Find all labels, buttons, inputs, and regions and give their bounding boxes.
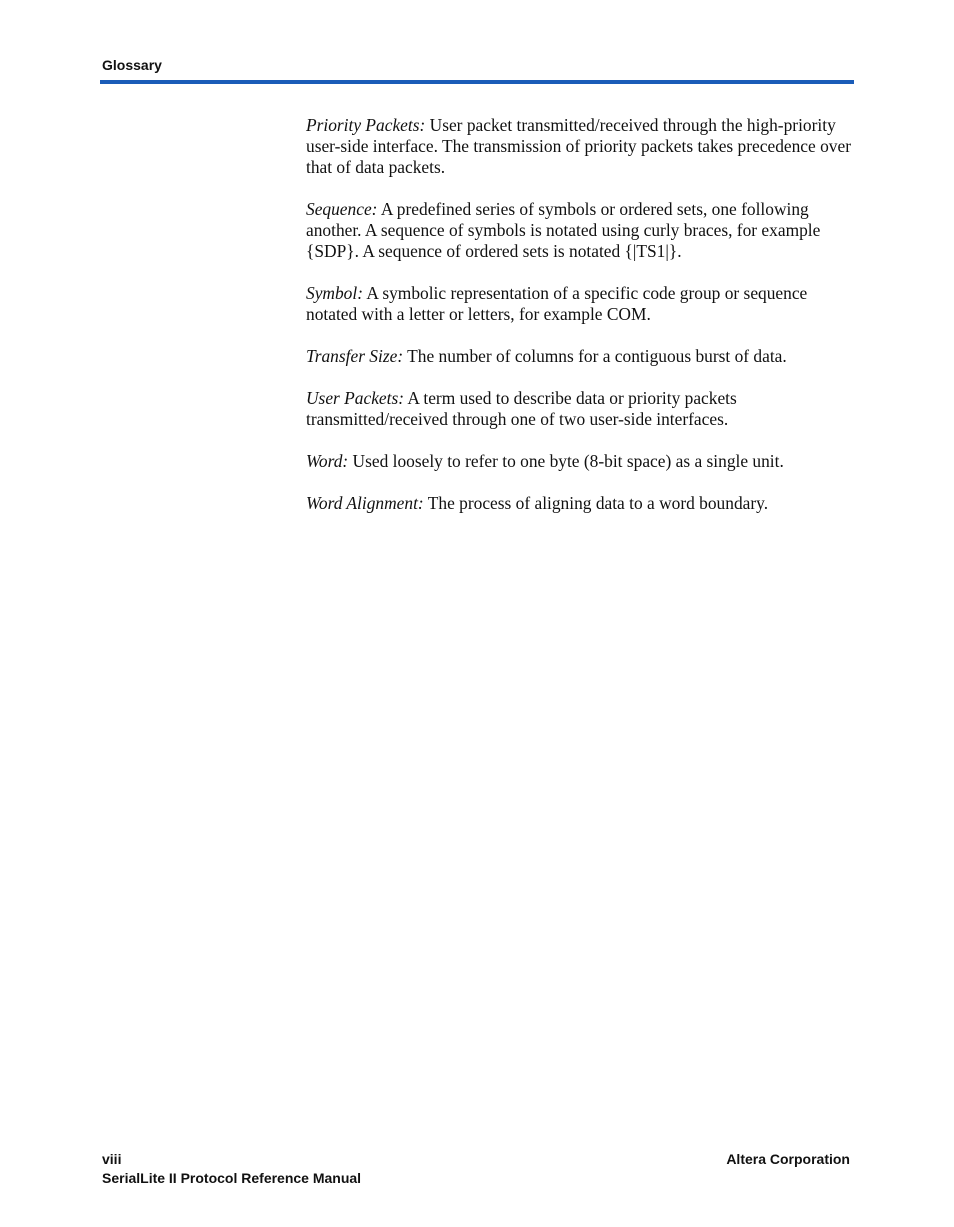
glossary-term: Priority Packets: <box>306 115 426 135</box>
manual-title: SerialLite II Protocol Reference Manual <box>102 1170 362 1186</box>
glossary-entry <box>306 388 854 430</box>
glossary-definition: User packet transmitted/received through the high-priority user-side interface. The transmission of priority packets takes precedence over that of data packets. <box>306 115 851 177</box>
glossary-term: Word: <box>306 451 349 471</box>
glossary-term: Sequence: <box>306 199 378 219</box>
glossary-entry <box>306 493 854 514</box>
glossary-entries <box>306 115 854 535</box>
glossary-entry <box>306 199 854 262</box>
glossary-entry <box>306 115 854 178</box>
header-rule <box>100 80 854 84</box>
section-header-title: Glossary <box>102 57 162 73</box>
glossary-term: Word Alignment: <box>306 493 424 513</box>
glossary-term: Symbol: <box>306 283 363 303</box>
footer-left <box>102 1150 361 1188</box>
footer-right <box>726 1150 850 1169</box>
glossary-definition: Used loosely to refer to one byte (8-bit space) as a single unit. <box>348 451 784 471</box>
glossary-entry <box>306 283 854 325</box>
glossary-definition: A term used to describe data or priority packets transmitted/received through one of two user-side interfaces. <box>306 388 737 429</box>
glossary-term: User Packets: <box>306 388 405 408</box>
glossary-definition: The number of columns for a contiguous burst of data. <box>403 346 787 366</box>
company-name: Altera Corporation <box>726 1151 850 1167</box>
glossary-entry <box>306 451 854 472</box>
page-number: viii <box>102 1151 122 1167</box>
glossary-definition: The process of aligning data to a word boundary. <box>423 493 769 513</box>
glossary-entry <box>306 346 854 367</box>
glossary-term: Transfer Size: <box>306 346 404 366</box>
glossary-definition: A predefined series of symbols or ordered sets, one following another. A sequence of symbols is notated using curly braces, for example {SDP}. A sequence of ordered sets is notated {|TS1|}. <box>306 199 821 261</box>
glossary-definition: A symbolic representation of a specific code group or sequence notated with a letter or letters, for example COM. <box>306 283 808 324</box>
